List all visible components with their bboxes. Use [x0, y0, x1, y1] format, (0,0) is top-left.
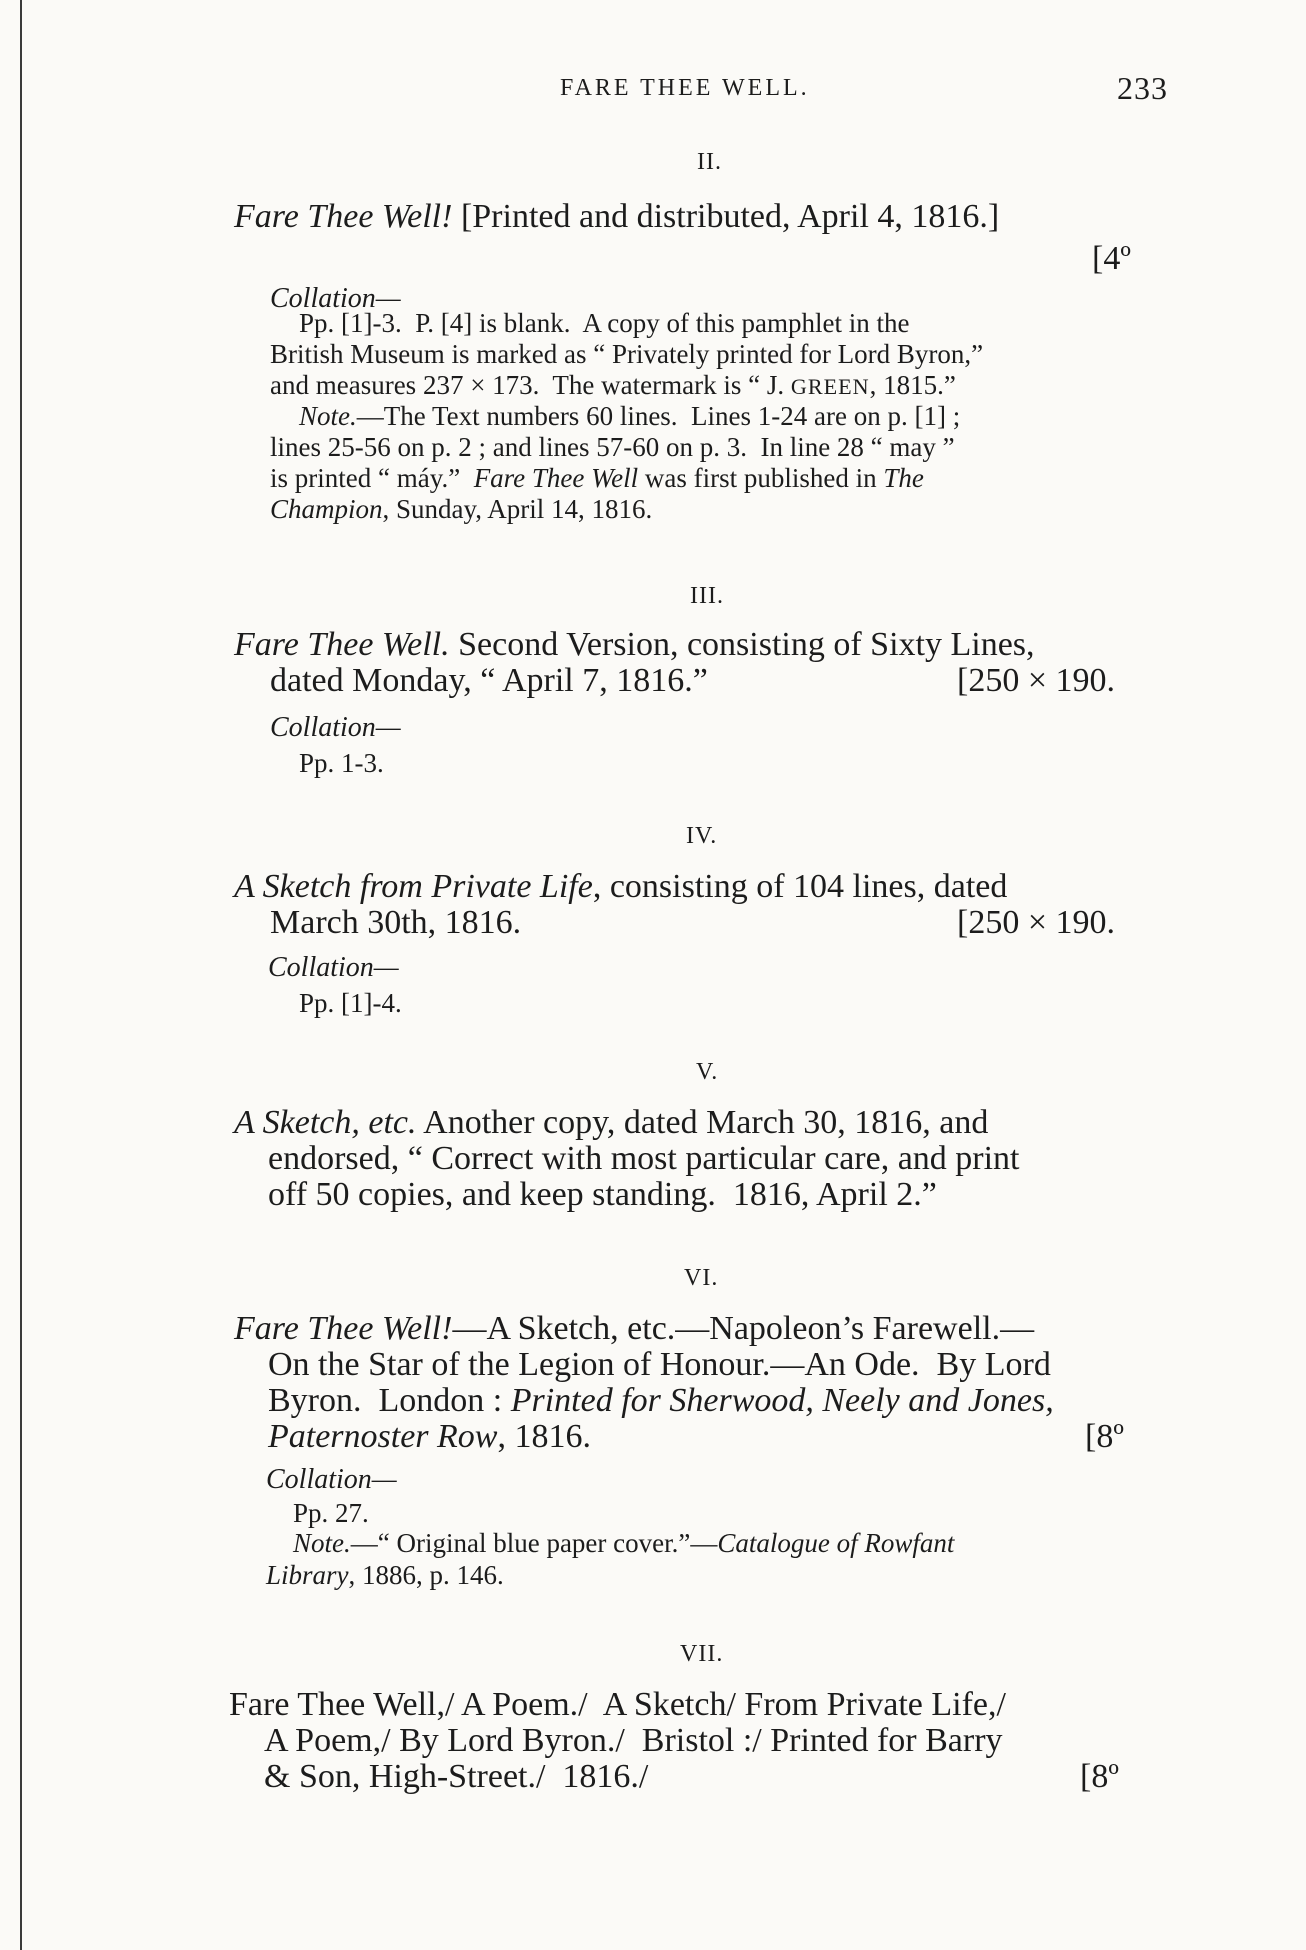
entry-vi-line-4: Paternoster Row, 1816.: [268, 1418, 591, 1455]
note-ii-line-1: Note.—The Text numbers 60 lines. Lines 1-24 are on p. [1] ;: [299, 401, 961, 431]
section-numeral-iv: IV.: [686, 823, 718, 849]
note-ii-line-2: lines 25-56 on p. 2 ; and lines 57-60 on p. 3. In line 28 “ may ”: [270, 432, 955, 462]
collation-iii-pages: Pp. 1-3.: [299, 748, 384, 778]
running-header-title: FARE THEE WELL.: [560, 75, 810, 101]
note-vi-line-2: Library, 1886, p. 146.: [266, 1560, 504, 1590]
entry-iii-title: Fare Thee Well. Second Version, consisting of Sixty Lines,: [234, 626, 1035, 663]
entry-ii-size: [4º: [1092, 240, 1131, 277]
entry-ii-title: Fare Thee Well! [Printed and distributed, April 4, 1816.]: [234, 198, 1000, 235]
page-edge-shadow: [18, 0, 24, 1950]
section-numeral-ii: II.: [697, 149, 722, 175]
entry-vi-title: Fare Thee Well!—A Sketch, etc.—Napoleon’s Farewell.—: [234, 1310, 1035, 1347]
entry-v-line-3: off 50 copies, and keep standing. 1816, April 2.”: [268, 1176, 937, 1213]
entry-vi-line-3: Byron. London : Printed for Sherwood, Neely and Jones,: [268, 1382, 1054, 1419]
section-numeral-v: V.: [696, 1059, 719, 1085]
page-number: 233: [1117, 70, 1168, 106]
entry-vii-size: [8º: [1080, 1758, 1119, 1795]
entry-iv-line-2: March 30th, 1816.: [270, 904, 522, 941]
collation-label-ii: Collation—: [270, 283, 401, 314]
section-numeral-iii: III.: [690, 583, 724, 609]
entry-v-title: A Sketch, etc. Another copy, dated March 30, 1816, and: [234, 1104, 989, 1141]
note-vi-line-1: Note.—“ Original blue paper cover.”—Catalogue of Rowfant: [293, 1528, 955, 1558]
entry-vii-line-1: Fare Thee Well,/ A Poem./ A Sketch/ From Private Life,/: [229, 1686, 1006, 1723]
entry-iv-title: A Sketch from Private Life, consisting of 104 lines, dated: [234, 868, 1008, 905]
entry-v-line-2: endorsed, “ Correct with most particular care, and print: [268, 1140, 1020, 1177]
collation-label-vi: Collation—: [266, 1464, 397, 1495]
note-ii-line-3: is printed “ máy.” Fare Thee Well was first published in The: [270, 463, 924, 493]
collation-iv-pages: Pp. [1]-4.: [299, 988, 402, 1018]
collation-label-iii: Collation—: [270, 712, 401, 743]
section-numeral-vii: VII.: [680, 1641, 724, 1667]
collation-label-iv: Collation—: [268, 952, 399, 983]
entry-iii-size: [250 × 190.: [957, 662, 1115, 699]
collation-ii-line-1: Pp. [1]-3. P. [4] is blank. A copy of this pamphlet in the: [299, 308, 910, 338]
section-numeral-vi: VI.: [684, 1265, 719, 1291]
entry-vi-size: [8º: [1085, 1418, 1124, 1455]
entry-vi-line-2: On the Star of the Legion of Honour.—An Ode. By Lord: [268, 1346, 1051, 1383]
entry-vii-line-3: & Son, High-Street./ 1816./: [264, 1758, 649, 1795]
entry-iv-size: [250 × 190.: [957, 904, 1115, 941]
entry-iii-line-2: dated Monday, “ April 7, 1816.”: [270, 662, 708, 699]
collation-ii-line-3: and measures 237 × 173. The watermark is “ J. GREEN, 1815.”: [270, 370, 956, 400]
collation-ii-line-2: British Museum is marked as “ Privately printed for Lord Byron,”: [270, 339, 984, 369]
note-ii-line-4: Champion, Sunday, April 14, 1816.: [270, 494, 653, 524]
entry-vii-line-2: A Poem,/ By Lord Byron./ Bristol :/ Printed for Barry: [264, 1722, 1003, 1759]
collation-vi-pages: Pp. 27.: [293, 1498, 369, 1528]
